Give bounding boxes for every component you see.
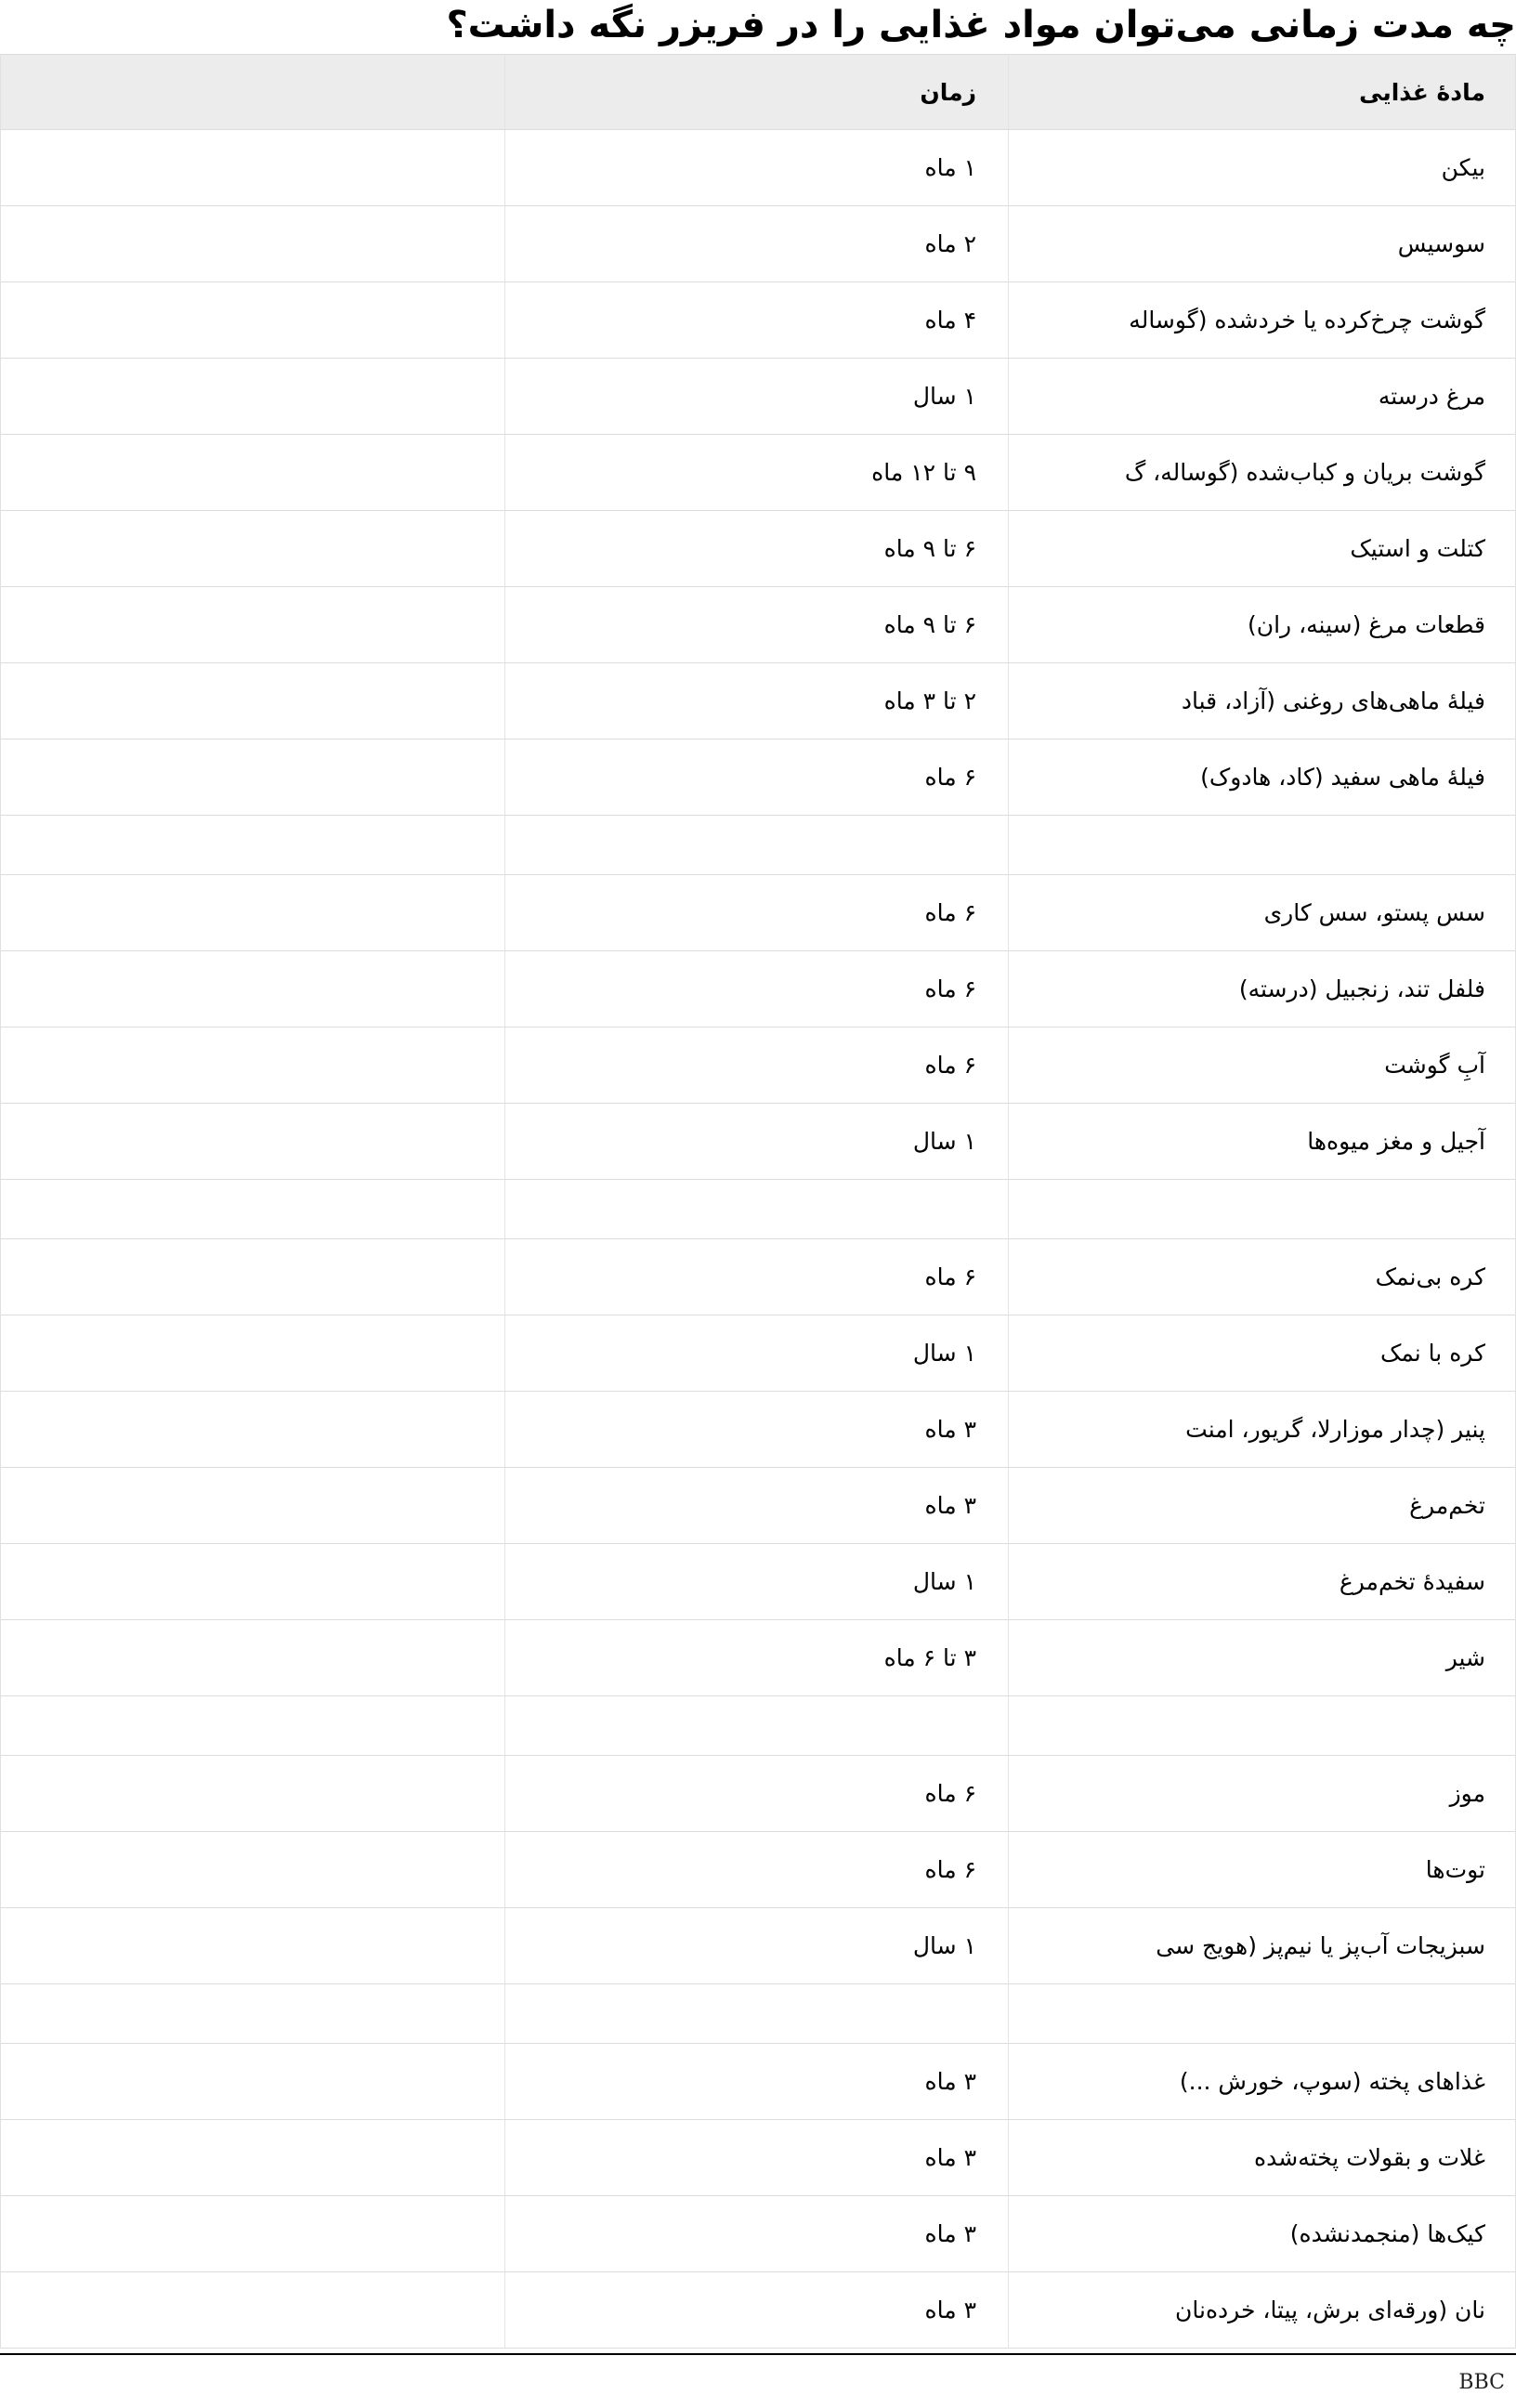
time-cell: ۶ ماه — [504, 1832, 1009, 1907]
food-cell: تخم‌مرغ — [1409, 1492, 1485, 1519]
table-row — [1, 1756, 1515, 1832]
food-cell: مرغ درسته — [1378, 383, 1485, 410]
empty-cell — [1, 1239, 504, 1315]
time-cell: ۳ ماه — [504, 2044, 1009, 2119]
time-cell: ۶ ماه — [504, 1239, 1009, 1315]
empty-cell — [1, 359, 504, 434]
food-cell: سفیدهٔ تخم‌مرغ — [1339, 1568, 1485, 1595]
table-row — [1, 1392, 1515, 1468]
time-cell: ۲ ماه — [504, 206, 1009, 281]
time-cell: ۱ ماه — [504, 130, 1009, 205]
food-cell: غلات و بقولات پخته‌شده — [1254, 2144, 1485, 2171]
table-spacer-row — [1, 1696, 1515, 1756]
time-cell: ۳ ماه — [504, 2120, 1009, 2195]
food-cell — [1009, 816, 1515, 874]
table-spacer-row — [1, 1180, 1515, 1239]
table-row — [1, 587, 1515, 663]
table-row — [1, 206, 1515, 282]
time-cell: ۳ ماه — [504, 2196, 1009, 2271]
table-row — [1, 1908, 1515, 1984]
table-row — [1, 2272, 1515, 2349]
time-cell: ۶ تا ۹ ماه — [504, 511, 1009, 586]
empty-cell — [1, 1696, 504, 1755]
food-cell: آجیل و مغز میوه‌ها — [1307, 1128, 1485, 1155]
table-row — [1, 282, 1515, 359]
food-cell: بیکن — [1441, 154, 1485, 181]
table-row — [1, 1239, 1515, 1315]
empty-cell — [1, 206, 504, 281]
column-header-food: مادهٔ غذایی — [1359, 78, 1485, 106]
time-cell: ۶ ماه — [504, 875, 1009, 950]
time-cell — [504, 1984, 1009, 2043]
empty-cell — [1, 875, 504, 950]
empty-cell — [1, 1756, 504, 1831]
table-spacer-row — [1, 1984, 1515, 2044]
time-cell — [504, 816, 1009, 874]
table-row — [1, 2044, 1515, 2120]
empty-cell — [1, 2196, 504, 2271]
food-cell: سوسیس — [1397, 230, 1485, 257]
table-row — [1, 1468, 1515, 1544]
food-cell: کیک‌ها (منجمدنشده) — [1289, 2220, 1485, 2247]
table-row — [1, 663, 1515, 739]
food-cell — [1009, 1696, 1515, 1755]
empty-cell — [1, 511, 504, 586]
empty-cell — [1, 1984, 504, 2043]
empty-cell — [1, 816, 504, 874]
food-cell: گوشت بریان و کباب‌شده (گوساله، گ — [1124, 459, 1485, 486]
time-cell: ۱ سال — [504, 1315, 1009, 1391]
empty-cell — [1, 282, 504, 358]
empty-cell — [1, 739, 504, 815]
food-cell: پنیر (چدار موزارلا، گریور، امنت — [1185, 1416, 1485, 1443]
empty-cell — [1, 1180, 504, 1238]
empty-cell — [1, 951, 504, 1027]
empty-cell — [1, 1908, 504, 1983]
bottom-rule — [0, 2353, 1516, 2355]
time-cell: ۳ تا ۶ ماه — [504, 1620, 1009, 1695]
time-cell: ۱ سال — [504, 1544, 1009, 1619]
table-header-row — [1, 54, 1515, 130]
table-row — [1, 1315, 1515, 1392]
table-row — [1, 1544, 1515, 1620]
table-row — [1, 2196, 1515, 2272]
food-cell: غذاهای پخته (سوپ، خورش ...) — [1179, 2068, 1485, 2095]
table-row — [1, 511, 1515, 587]
time-cell: ۱ سال — [504, 1104, 1009, 1179]
freezer-table — [0, 54, 1516, 2349]
food-cell: سس پستو، سس کاری — [1263, 899, 1485, 926]
food-cell: آبِ گوشت — [1384, 1052, 1485, 1079]
time-cell: ۶ ماه — [504, 1756, 1009, 1831]
food-cell: کتلت و استیک — [1350, 535, 1485, 562]
food-cell: نان (ورقه‌ای برش، پیتا، خرده‌نان — [1175, 2297, 1485, 2323]
empty-cell — [1, 1832, 504, 1907]
table-row — [1, 435, 1515, 511]
empty-cell — [1, 1104, 504, 1179]
empty-cell — [1, 1027, 504, 1103]
time-cell: ۱ سال — [504, 359, 1009, 434]
page-title: چه مدت زمانی می‌توان مواد غذایی را در فریزر نگه داشت؟ — [446, 4, 1516, 46]
food-cell: گوشت چرخ‌کرده یا خردشده (گوساله — [1129, 307, 1485, 334]
time-cell: ۶ ماه — [504, 951, 1009, 1027]
empty-cell — [1, 1544, 504, 1619]
food-cell: کره بی‌نمک — [1375, 1263, 1485, 1290]
food-cell — [1009, 1180, 1515, 1238]
time-cell: ۳ ماه — [504, 2272, 1009, 2348]
table-row — [1, 1832, 1515, 1908]
table-row — [1, 359, 1515, 435]
food-cell: فیلهٔ ماهی‌های روغنی (آزاد، قباد — [1181, 687, 1485, 714]
food-cell: توت‌ها — [1425, 1856, 1485, 1883]
empty-cell — [1, 2120, 504, 2195]
time-cell: ۶ ماه — [504, 739, 1009, 815]
table-row — [1, 1027, 1515, 1104]
empty-cell — [1, 1468, 504, 1543]
time-cell: ۶ تا ۹ ماه — [504, 587, 1009, 662]
time-cell: ۲ تا ۳ ماه — [504, 663, 1009, 739]
table-spacer-row — [1, 816, 1515, 875]
empty-cell — [1, 1315, 504, 1391]
table-row — [1, 875, 1515, 951]
table-body — [1, 130, 1515, 2349]
time-cell — [504, 1696, 1009, 1755]
food-cell: فلفل تند، زنجبیل (درسته) — [1238, 975, 1485, 1002]
empty-cell — [1, 2272, 504, 2348]
food-cell: قطعات مرغ (سینه، ران) — [1247, 611, 1485, 638]
food-cell: سبزیجات آب‌پز یا نیم‌پز (هویج سی — [1156, 1932, 1485, 1959]
table-row — [1, 739, 1515, 816]
food-cell: شیر — [1445, 1644, 1485, 1671]
empty-cell — [1, 2044, 504, 2119]
time-cell: ۳ ماه — [504, 1468, 1009, 1543]
time-cell: ۱ سال — [504, 1908, 1009, 1983]
food-cell: کره با نمک — [1379, 1340, 1485, 1367]
table-row — [1, 1104, 1515, 1180]
table-row — [1, 130, 1515, 206]
empty-cell — [1, 1620, 504, 1695]
time-cell — [504, 1180, 1009, 1238]
time-cell: ۹ تا ۱۲ ماه — [504, 435, 1009, 510]
empty-cell — [1, 435, 504, 510]
empty-cell — [1, 663, 504, 739]
empty-cell — [1, 130, 504, 205]
time-cell: ۴ ماه — [504, 282, 1009, 358]
time-cell: ۳ ماه — [504, 1392, 1009, 1467]
empty-cell — [1, 587, 504, 662]
source-label: BBC — [1458, 2371, 1505, 2394]
food-cell: موز — [1449, 1780, 1485, 1807]
column-header-time: زمان — [504, 55, 1009, 129]
empty-cell — [1, 1392, 504, 1467]
table-row — [1, 2120, 1515, 2196]
table-row — [1, 951, 1515, 1027]
table-row — [1, 1620, 1515, 1696]
food-cell: فیلهٔ ماهی سفید (کاد، هادوک) — [1200, 764, 1485, 791]
time-cell: ۶ ماه — [504, 1027, 1009, 1103]
column-header-empty — [1, 55, 504, 129]
food-cell — [1009, 1984, 1515, 2043]
